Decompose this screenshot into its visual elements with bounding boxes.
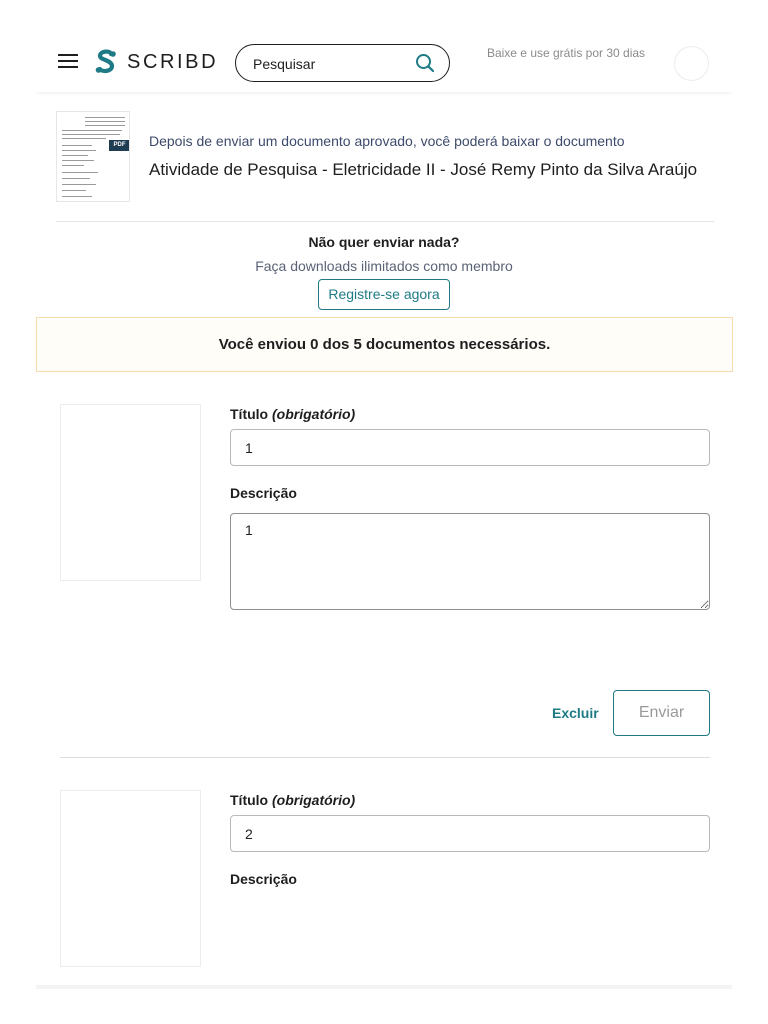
upload-thumbnail bbox=[60, 404, 201, 581]
upload-item-1 bbox=[60, 404, 710, 744]
description-textarea[interactable] bbox=[230, 513, 710, 610]
bottom-edge bbox=[36, 985, 732, 989]
upload-thumbnail bbox=[60, 790, 201, 967]
free-trial-link[interactable]: Baixe e use grátis por 30 dias bbox=[486, 46, 646, 60]
document-info bbox=[56, 108, 714, 222]
promo-subtext: Faça downloads ilimitados como membro bbox=[255, 258, 513, 274]
avatar[interactable] bbox=[674, 46, 709, 81]
title-label: Título (obrigatório) bbox=[230, 406, 356, 422]
hamburger-menu-icon[interactable] bbox=[58, 54, 78, 68]
download-note: Depois de enviar um documento aprovado, você poderá baixar o documento bbox=[149, 133, 625, 149]
description-label: Descrição bbox=[230, 485, 297, 501]
title-input[interactable] bbox=[230, 815, 710, 852]
pdf-icon: PDF bbox=[109, 140, 130, 151]
upload-item-2 bbox=[60, 790, 710, 970]
title-label: Título (obrigatório) bbox=[230, 792, 356, 808]
search-input[interactable] bbox=[251, 54, 401, 74]
scribd-logo-icon bbox=[95, 49, 117, 75]
upload-progress-alert: Você enviou 0 dos 5 documentos necessários. bbox=[36, 317, 733, 372]
document-title[interactable]: Atividade de Pesquisa - Eletricidade II - José Remy Pinto da Silva Araújo bbox=[149, 160, 698, 179]
scribd-logo[interactable] bbox=[95, 49, 218, 75]
document-thumbnail[interactable] bbox=[56, 111, 130, 202]
upload-divider bbox=[60, 757, 710, 758]
delete-button[interactable]: Excluir bbox=[552, 705, 599, 721]
register-button[interactable]: Registre-se agora bbox=[318, 279, 449, 310]
top-header bbox=[36, 30, 732, 92]
search-box bbox=[235, 44, 450, 82]
membership-promo bbox=[0, 232, 768, 310]
title-input[interactable] bbox=[230, 429, 710, 466]
search-icon[interactable] bbox=[415, 53, 435, 73]
logo-text: SCRIBD bbox=[127, 50, 219, 73]
description-label: Descrição bbox=[230, 871, 297, 887]
send-button[interactable]: Enviar bbox=[613, 690, 710, 736]
promo-heading: Não quer enviar nada? bbox=[308, 234, 460, 250]
